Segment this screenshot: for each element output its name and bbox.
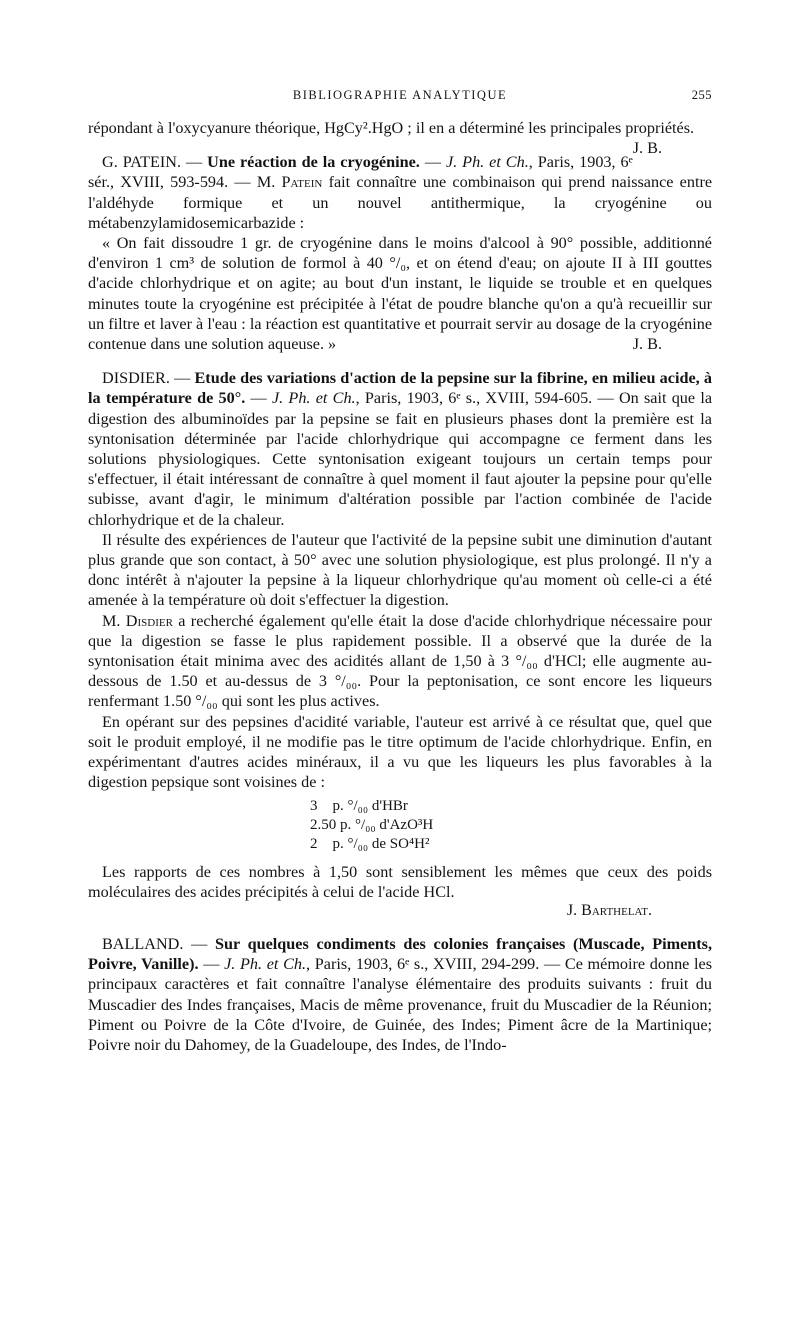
journal-ref: , Paris, 1903, 6ᵉ s., XVIII, 294-299. — xyxy=(306,955,561,974)
entry-disdier-p4: En opérant sur des pepsines d'acidité variable, l'auteur est arrivé à ce résultat que, quel que soit le produit employé, il ne modifie pas le titre optimum de l'acide chlorhydrique. Enfin, en expérimentant d'autres acides minéraux, il a vu que les liqueurs les plus favorables à la digestion pepsique sont voisines de : xyxy=(88,712,712,792)
journal-ref: , Paris, 1903, 6ᵉ s., XVIII, 594-605. — xyxy=(355,389,614,408)
entry-title: Etude des variations d'action de la pepsine sur la fibrine, en milieu acide, à la température de 50°. xyxy=(88,369,712,408)
entry-disdier xyxy=(88,368,712,920)
paragraph-text: a recherché également qu'elle était la dose d'acide chlorhydrique nécessaire pour que la digestion se fasse le plus rapidement possible. Il a observé que la durée de la syntonisation était minima avec des acidités allant de 1,50 à 3 °/₀₀ d'HCl; elle augmente au-dessous de 1.50 et au-dessus de 3 °/₀₀. Pour la peptonisation, ce sont encore les liqueurs renfermant 1.50 °/₀₀ qui sont les plus actives. xyxy=(88,611,713,711)
entry-title: Sur quelques condiments des colonies françaises (Muscade, Piments, Poivre, Vanille). xyxy=(88,934,713,974)
entry-balland xyxy=(88,934,712,1055)
entry-balland-text: BALLAND. — Sur quelques condiments des colonies françaises (Muscade, Piments, Poivre, Vanille). — J. Ph. et Ch., Paris, 1903, 6ᵉ s., XVIII, 294-299. — Ce mémoire donne les principaux caractères et fait connaître l'analyse élémentaire des produits suivants : fruit du Muscadier des Indes françaises, Macis de même provenance, fruit du Muscadier de la Réunion; Piment ou Poivre de la Côte d'Ivoire, de Guinée, des Indes; Piment âcre de la Martinique; Poivre noir du Dahomey, de la Guadeloupe, des Indes, de l'Indo- xyxy=(88,934,713,1054)
intro-text: répondant à l'oxycyanure théorique, HgCy².HgO ; il en a déterminé les principales propriétés. xyxy=(88,119,695,137)
entry-body: On sait que la digestion des albuminoïdes par la pepsine se fait en plusieurs phases dont la première est la syntonisation déterminée par l'acide chlorhydrique qui accompagne ce ferment dans les solutions physiologiques. Cette syntonisation exigeant toujours un certain temps pour s'effectuer, il était intéressant de connaître à quel moment il faut ajouter la pepsine pour qu'elle subisse, avant d'agir, le minimum d'altération possible par l'action combinée de l'acide chlorhydrique et de la chaleur. xyxy=(88,389,713,529)
entry-patein-text: G. PATEIN. — Une réaction de la cryogénine. — J. Ph. et Ch., Paris, 1903, 6ᵉ sér., XVIII, 593-594. — M. Patein fait connaître une combinaison qui prend naissance entre l'aldéhyde formique et un nouvel antithermique, la cryogénine ou métabenzylamidosemicarbazide : xyxy=(88,153,713,232)
entry-title: Une réaction de la cryogénine. xyxy=(207,153,420,172)
entry-disdier-text: DISDIER. — Etude des variations d'action de la pepsine sur la fibrine, en milieu acide, à la température de 50°. — J. Ph. et Ch., Paris, 1903, 6ᵉ s., XVIII, 594-605. — On sait que la digestion des albuminoïdes par la pepsine se fait en plusieurs phases dont la première est la syntonisation déterminée par l'acide chlorhydrique qui accompagne ce ferment dans les solutions physiologiques. Cette syntonisation exigeant toujours un certain temps pour s'effectuer, il était intéressant de connaître à quel moment il faut ajouter la pepsine pour qu'elle subisse, avant d'agir, le minimum d'altération possible par l'action combinée de l'acide chlorhydrique et de la chaleur. xyxy=(88,369,713,529)
honorific: M. xyxy=(102,611,121,630)
entry-patein-signature: J. B. xyxy=(632,335,662,354)
acid-formula-list xyxy=(88,797,712,854)
entry-disdier-p3 xyxy=(88,611,712,712)
author-smallcaps: Disdier xyxy=(125,611,173,630)
entry-body: Ce mémoire donne les principaux caractères et fait connaître l'analyse élémentaire des produits suivants : fruit du Muscadier des Indes françaises, Macis de même provenance, fruit du Muscadier de la Réunion; Piment ou Poivre de la Côte d'Ivoire, de Guinée, des Indes; Piment âcre de la Martinique; Poivre noir du Dahomey, de la Guadeloupe, des Indes, de l'Indo- xyxy=(88,955,713,1054)
formula-line: 3 p. °/₀₀ d'HBr xyxy=(310,797,408,814)
page xyxy=(88,88,712,1055)
entry-disdier-p2: Il résulte des expériences de l'auteur que l'activité de la pepsine subit une diminution d'autant plus grande que son contact, à 50° avec une solution physiologique, est plus prolongé. Il n'y a donc intérêt à n'ajouter la pepsine à la liqueur chlorhydrique qu'au moment où celle-ci a été amenée à la température où doit s'effectuer la digestion. xyxy=(88,530,712,610)
formula-line: 2.50 p. °/₀₀ d'AzO³H xyxy=(310,816,434,833)
intro-paragraph xyxy=(88,118,712,158)
entry-disdier-signature: J. Barthelat. xyxy=(566,901,652,919)
intro-signature: J. B. xyxy=(632,139,662,158)
running-title: BIBLIOGRAPHIE ANALYTIQUE xyxy=(292,88,508,102)
entry-patein xyxy=(88,152,712,354)
formula-line: 2 p. °/₀₀ de SO⁴H² xyxy=(310,835,430,852)
page-number: 255 xyxy=(691,88,712,102)
entry-author: BALLAND. xyxy=(102,934,184,953)
quote-text: « On fait dissoudre 1 gr. de cryogénine dans le moins d'alcool à 90° possible, additionné d'environ 1 cm³ de solution de formol à 40 °/₀, et on étend d'eau; on ajoute II à III gouttes d'acide chlorhydrique et on agite; au bout d'un instant, le liquide se trouble et en quelques minutes toute la cryogénine est précipitée à l'état de poudre blanche qu'on a qu'à recueillir sur un filtre et laver à l'eau : la réaction est quantitative et pourrait servir au dosage de la cryogénine contenue dans une solution aqueuse. » xyxy=(88,234,712,354)
journal-ref: , Paris, 1903, 6ᵉ sér., XVIII, 593-594. — xyxy=(88,153,633,192)
entry-author: DISDIER. xyxy=(102,369,170,388)
journal-name: J. Ph. et Ch. xyxy=(224,955,307,974)
entry-disdier-p5: Les rapports de ces nombres à 1,50 sont sensiblement les mêmes que ceux des poids moléculaires des acides précipités à celui de l'acide HCl. xyxy=(88,862,712,901)
honorific: M. xyxy=(256,173,276,192)
running-header xyxy=(88,88,712,112)
author-smallcaps: Patein xyxy=(281,173,323,192)
entry-body: fait connaître une combinaison qui prend naissance entre l'aldéhyde formique et un nouvel antithermique, la cryogénine ou métabenzylamidosemicarbazide : xyxy=(88,173,713,232)
entry-patein-quote xyxy=(88,233,712,354)
journal-name: J. Ph. et Ch. xyxy=(445,153,529,172)
journal-name: J. Ph. et Ch. xyxy=(271,389,356,408)
entry-author: G. PATEIN. xyxy=(102,153,182,172)
